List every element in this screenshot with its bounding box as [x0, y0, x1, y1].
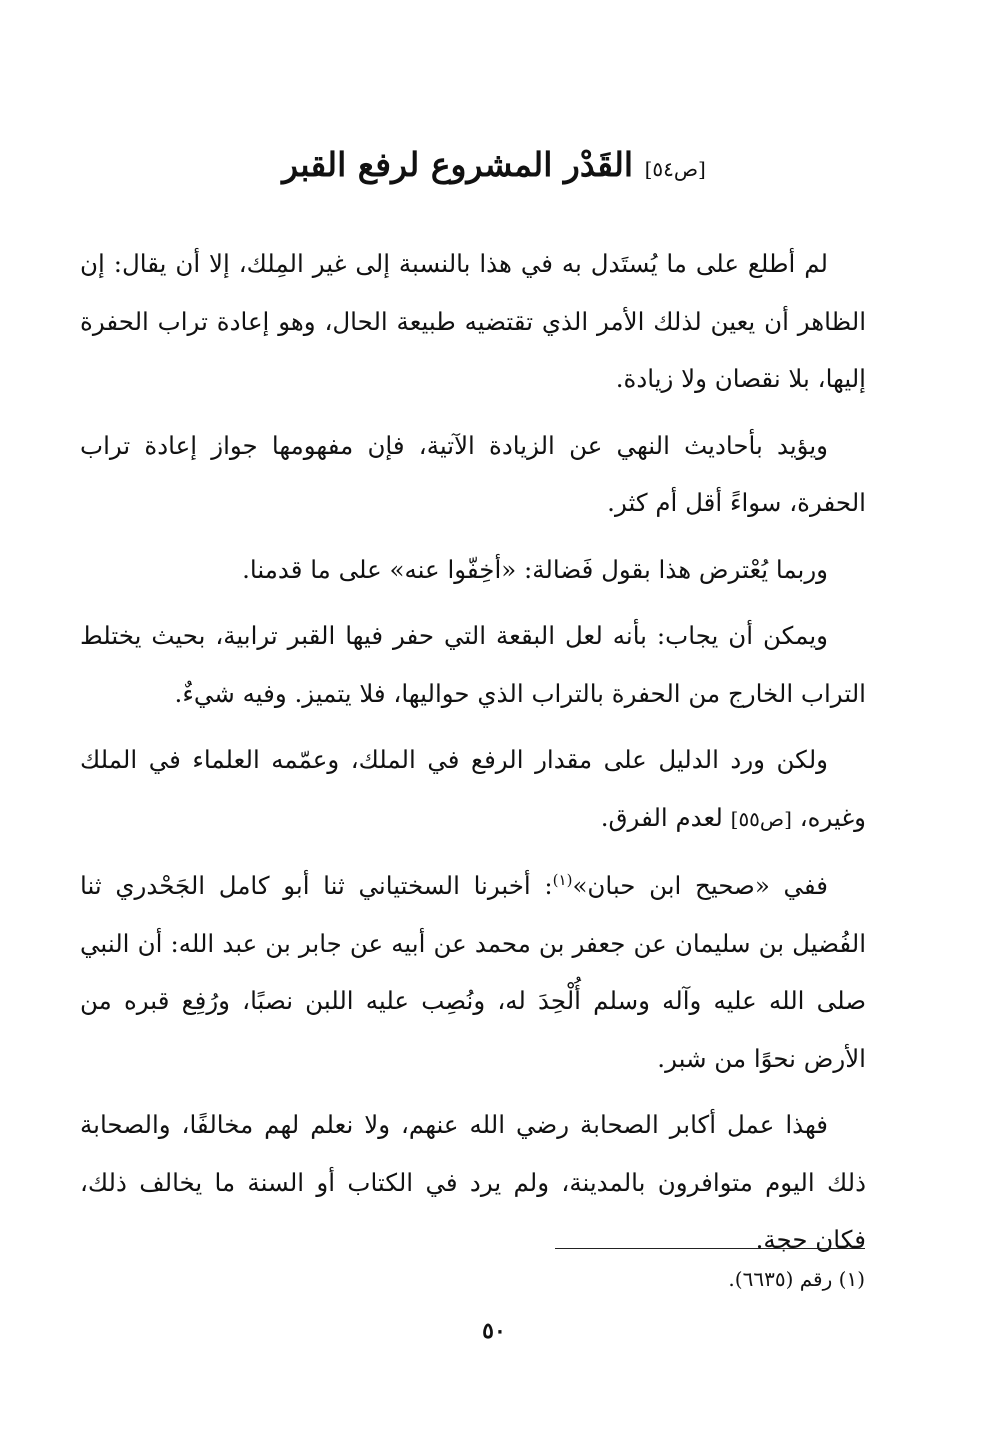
- paragraph-4: ويمكن أن يجاب: بأنه لعل البقعة التي حفر فيها القبر ترابية، بحيث يختلط التراب الخارج من الحفرة بالتراب الذي حواليها، فلا يتميز. وفيه شيءٌ.: [80, 621, 866, 708]
- paragraph-3: وربما يُعْترض هذا بقول فَضالة: «أخِفّوا عنه» على ما قدمنا.: [242, 554, 828, 584]
- paragraph-6-start: ففي «صحيح ابن حبان»: [572, 871, 829, 900]
- paragraph-6: [80, 857, 866, 1087]
- footnote-text: رقم (٦٦٣٥).: [728, 1267, 833, 1291]
- section-title: القَدْر المشروع لرفع القبر: [282, 145, 634, 184]
- paragraph-1: لم أطلع على ما يُستَدل به في هذا بالنسبة إلى غير المِلك، إلا أن يقال: إن الظاهر أن يعين لذلك الأمر الذي تقتضيه طبيعة الحال، وهو إعادة تراب الحفرة إليها، بلا نقصان ولا زيادة.: [80, 249, 866, 393]
- footnote-marker: (١): [838, 1267, 865, 1291]
- paragraph-7: فهذا عمل أكابر الصحابة رضي الله عنهم، ولا نعلم لهم مخالفًا، والصحابة ذلك اليوم متوافرون بالمدينة، ولم يرد في الكتاب أو السنة ما يخالف ذلك، فكان حجة.: [80, 1110, 866, 1254]
- paragraph-5-start: ولكن ورد الدليل على مقدار الرفع في الملك، وعمّمه العلماء في الملك وغيره،: [80, 745, 866, 832]
- paragraph-6-end: : أخبرنا السختياني ثنا أبو كامل الجَحْدري ثنا الفُضيل بن سليمان عن جعفر بن محمد عن أبيه عن جابر بن عبد الله: أن النبي صلى الله عليه وآله وسلم أُلْحِدَ له، ونُصِب عليه اللبن نصبًا، ورُفِع قبره من الأرض نحوًا من شبر.: [80, 871, 866, 1073]
- page-reference: [ص٥٤]: [644, 157, 706, 181]
- paragraph-5: [80, 731, 866, 848]
- paragraph-2: ويؤيد بأحاديث النهي عن الزيادة الآتية، فإن مفهومها جواز إعادة تراب الحفرة، سواءً أقل أم كثر.: [80, 430, 866, 517]
- paragraph-5-end: لعدم الفرق.: [600, 802, 731, 832]
- page-number: ٥٠: [482, 1318, 506, 1344]
- footnote: [120, 1262, 865, 1296]
- section-heading: [120, 140, 868, 194]
- body-text: [80, 235, 866, 1278]
- page-reference: [ص٥٥]: [730, 806, 792, 831]
- footnote-divider: [555, 1248, 865, 1249]
- footnote-reference: (١): [552, 870, 573, 889]
